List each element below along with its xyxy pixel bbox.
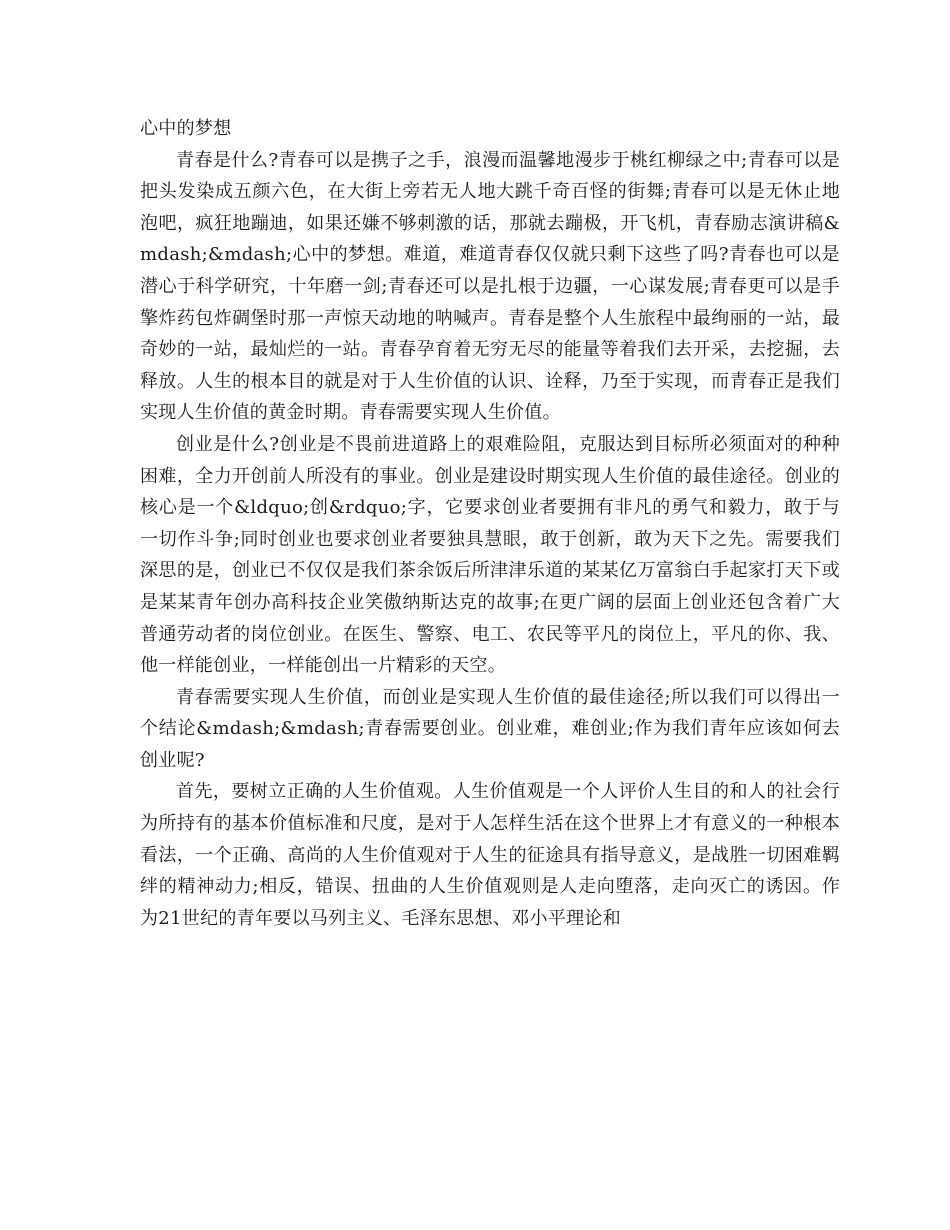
paragraph-conclusion: 青春需要实现人生价值，而创业是实现人生价值的最佳途径;所以我们可以得出一个结论&mdash;&mdash;青春需要创业。创业难，难创业;作为我们青年应该如何去创业呢?	[140, 686, 840, 771]
document-body	[140, 113, 840, 934]
paragraph-values: 首先，要树立正确的人生价值观。人生价值观是一个人评价人生目的和人的社会行为所持有的基本价值标准和尺度，是对于人怎样生活在这个世界上才有意义的一种根本看法，一个正确、高尚的人生价值观对于人生的征途具有指导意义，是战胜一切困难羁绊的精神动力;相反，错误、扭曲的人生价值观则是人走向堕落，走向灭亡的诱因。作为21世纪的青年要以马列主义、毛泽东思想、邓小平理论和	[140, 781, 840, 929]
document-title: 心中的梦想	[140, 118, 232, 139]
paragraph-youth: 青春是什么?青春可以是携子之手，浪漫而温馨地漫步于桃红柳绿之中;青春可以是把头发染成五颜六色，在大街上旁若无人地大跳千奇百怪的街舞;青春可以是无休止地泡吧，疯狂地蹦迪，如果还嫌不够刺激的话，那就去蹦极，开飞机，青春励志演讲稿&mdash;&mdash;心中的梦想。难道，难道青春仅仅就只剩下这些了吗?青春也可以是潜心于科学研究，十年磨一剑;青春还可以是扎根于边疆，一心谋发展;青春更可以是手擎炸药包炸碉堡时那一声惊天动地的呐喊声。青春是整个人生旅程中最绚丽的一站，最奇妙的一站，最灿烂的一站。青春孕育着无穷无尽的能量等着我们去开采，去挖掘，去释放。人生的根本目的就是对于人生价值的认识、诠释，乃至于实现，而青春正是我们实现人生价值的黄金时期。青春需要实现人生价值。	[140, 149, 840, 424]
paragraph-entrepreneurship: 创业是什么?创业是不畏前进道路上的艰难险阻，克服达到目标所必须面对的种种困难，全力开创前人所没有的事业。创业是建设时期实现人生价值的最佳途径。创业的核心是一个&ldquo;创&rdquo;字，它要求创业者要拥有非凡的勇气和毅力，敢于与一切作斗争;同时创业也要求创业者要独具慧眼，敢于创新，敢为天下之先。需要我们深思的是，创业已不仅仅是我们茶余饭后所津津乐道的某某亿万富翁白手起家打天下或是某某青年创办高科技企业笑傲纳斯达克的故事;在更广阔的层面上创业还包含着广大普通劳动者的岗位创业。在医生、警察、电工、农民等平凡的岗位上，平凡的你、我、他一样能创业，一样能创出一片精彩的天空。	[140, 433, 840, 677]
